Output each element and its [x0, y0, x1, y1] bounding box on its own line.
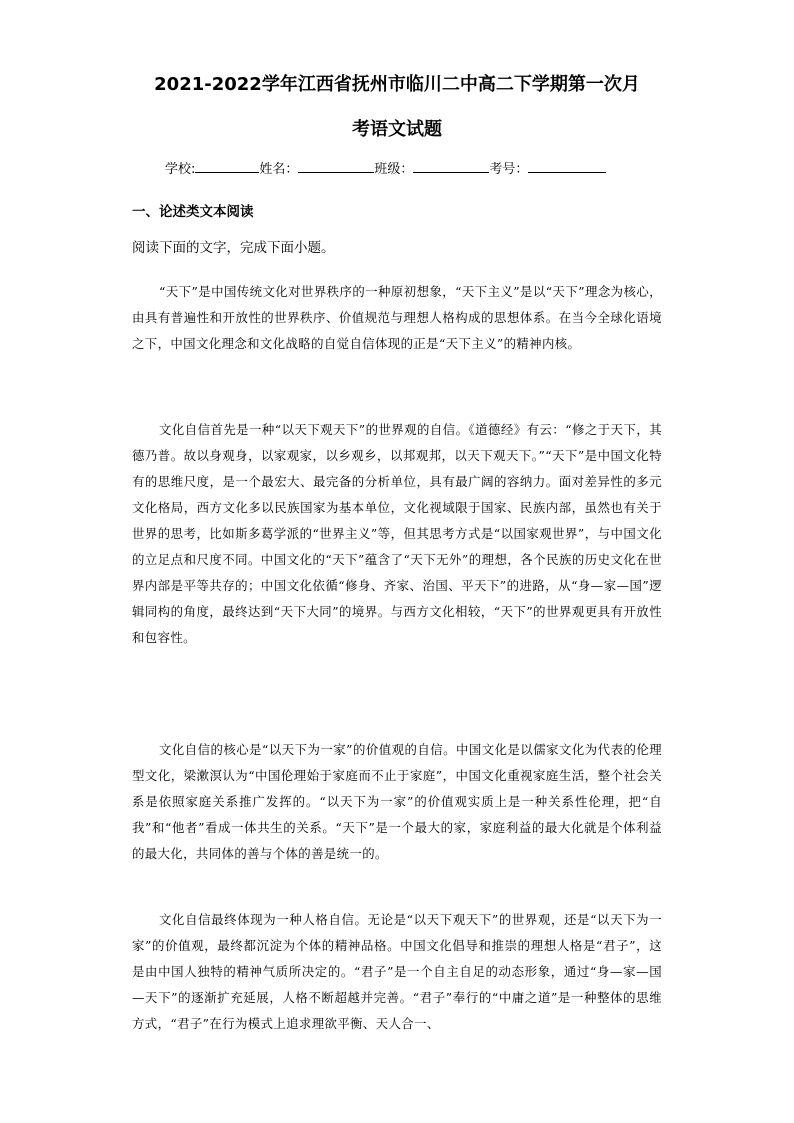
passage-paragraph-1: “天下”是中国传统文化对世界秩序的一种原初想象，“天下主义”是以“天下”理念为核心，由具有普遍性和开放性的世界秩序、价值规范与理想人格构成的思想体系。在当今全球化语境之下，中国文化理念和文化战略的自觉自信体现的正是“天下主义”的精神内核。: [132, 284, 662, 351]
passage-paragraph-2: 文化自信首先是一种“以天下观天下”的世界观的自信。《道德经》有云：“修之于天下，其德乃普。故以身观身，以家观家，以乡观乡，以邦观邦，以天下观天下。”“天下”是中国文化特有的思维尺度，是一个最宏大、最完备的分析单位，具有最广阔的容纳力。面对差异性的多元文化格局，西方文化多以民族国家为基本单位，文化视域限于国家、民族内部，虽然也有关于世界的思考，比如斯多葛学派的“世界主义”等，但其思考方式是“以国家观世界”，与中国文化的立足点和尺度不同。中国文化的“天下”蕴含了“天下无外”的理想，各个民族的历史文化在世界内部是平等共存的；中国文化依循“修身、齐家、治国、平天下”的进路，从“身—家—国”逻辑同构的角度，最终达到“天下大同”的境界。与西方文化相较，“天下”的世界观更具有开放性和包容性。: [132, 422, 662, 645]
school-blank[interactable]: [195, 158, 259, 173]
reading-instruction: 阅读下面的文字，完成下面小题。: [132, 240, 335, 256]
student-info-row: [165, 158, 606, 177]
number-blank[interactable]: [528, 158, 606, 173]
exam-title-line-1: 2021-2022学年江西省抚州市临川二中高二下学期第一次月: [154, 74, 640, 95]
passage-paragraph-4: 文化自信最终体现为一种人格自信。无论是“以天下观天下”的世界观，还是“以天下为一家”的价值观，最终都沉淀为个体的精神品格。中国文化倡导和推崇的理想人格是“君子”，这是由中国人独特的精神气质所决定的。“君子”是一个自主自足的动态形象，通过“身—家—国—天下”的逐渐扩充延展，人格不断超越并完善。“君子”奉行的“中庸之道”是一种整体的思维方式，“君子”在行为模式上追求理欲平衡、天人合一、: [132, 912, 662, 1031]
number-label: 考号：: [489, 162, 529, 177]
section-heading: 一、论述类文本阅读: [132, 204, 254, 220]
name-label: 姓名：: [259, 162, 299, 177]
passage-paragraph-3: 文化自信的核心是“以天下为一家”的价值观的自信。中国文化是以儒家文化为代表的伦理型文化，梁漱溟认为“中国伦理始于家庭而不止于家庭”，中国文化重视家庭生活，整个社会关系是依照家庭关系推广发挥的。“以天下为一家”的价值观实质上是一种关系性伦理，把“自我”和“他者”看成一体共生的关系。“天下”是一个最大的家，家庭利益的最大化就是个体利益的最大化，共同体的善与个体的善是统一的。: [132, 742, 662, 861]
name-blank[interactable]: [298, 158, 374, 173]
class-label: 班级：: [374, 162, 414, 177]
exam-title-line-2: 考语文试题: [352, 119, 442, 140]
school-label: 学校:: [165, 162, 196, 177]
class-blank[interactable]: [413, 158, 489, 173]
